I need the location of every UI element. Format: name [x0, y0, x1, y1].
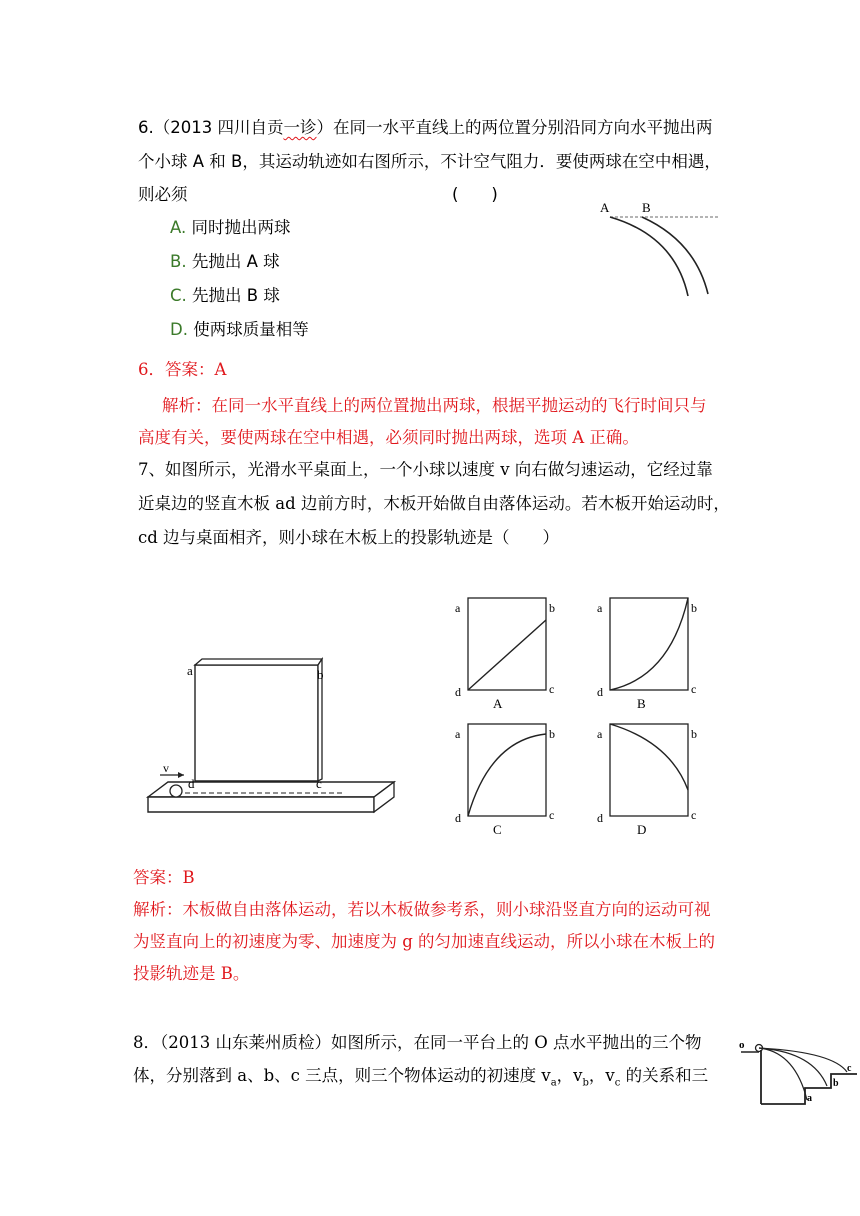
- svg-text:b: b: [691, 601, 697, 615]
- q6-line1: [138, 118, 712, 138]
- q6-answer-paren: ( ): [452, 185, 498, 204]
- q8-label-c: c: [847, 1063, 852, 1074]
- svg-text:c: c: [691, 808, 697, 822]
- board-label-b: b: [317, 667, 324, 682]
- svg-text:a: a: [597, 601, 603, 615]
- q7-line3: cd 边与桌面相齐，则小球在木板上的投影轨迹是（ ）: [138, 528, 560, 547]
- q6-trajectory-a: [610, 217, 688, 296]
- q6-fig-label-a: A: [600, 200, 610, 215]
- q6-line2: 个小球 A 和 B，其运动轨迹如右图所示，不计空气阻力．要使两球在空中相遇，: [138, 152, 721, 171]
- velocity-label: v: [163, 761, 169, 775]
- graph-a-frame: [468, 598, 546, 690]
- a6-explanation-line2: 高度有关，要使两球在空中相遇，必须同时抛出两球，选项 A 正确。: [138, 428, 639, 447]
- board-label-c: c: [316, 776, 322, 791]
- q8-label-o: o: [739, 1039, 745, 1051]
- board-label-a: a: [187, 663, 193, 678]
- graph-c-frame: [468, 724, 546, 816]
- graph-a-curve: [468, 620, 546, 690]
- svg-text:d: d: [455, 685, 461, 699]
- svg-text:c: c: [691, 682, 697, 696]
- svg-text:c: c: [549, 808, 555, 822]
- svg-text:b: b: [549, 601, 555, 615]
- svg-text:b: b: [549, 727, 555, 741]
- q6-option-c: C. 先抛出 B 球: [170, 286, 280, 305]
- q8-label-a: a: [807, 1093, 812, 1104]
- a7-answer: 答案：B: [133, 868, 195, 887]
- graph-option-b: [597, 598, 697, 711]
- svg-text:b: b: [691, 727, 697, 741]
- graph-b-frame: [610, 598, 688, 690]
- table-front-face: [148, 797, 374, 812]
- graph-option-d: [597, 724, 697, 837]
- a7-explanation-line1: 解析：木板做自由落体运动，若以木板做参考系，则小球沿竖直方向的运动可视: [133, 900, 711, 919]
- q8-trajectory-a: [759, 1048, 807, 1100]
- q6-line1-part3: ）在同一水平直线上的两位置分别沿同方向水平抛出两: [316, 118, 713, 137]
- ball: [170, 785, 182, 797]
- q6-fig-label-b: B: [642, 200, 651, 215]
- graph-option-a: [455, 598, 555, 711]
- q6-line1-underlined: 一诊: [283, 118, 317, 137]
- q6-line1-part1: 6.（2013 四川自贡: [138, 118, 284, 137]
- graph-c-curve: [468, 734, 546, 816]
- q6-line3: 则必须: [138, 185, 188, 204]
- graph-d-curve: [610, 724, 688, 790]
- svg-text:d: d: [455, 811, 461, 825]
- svg-text:a: a: [455, 727, 461, 741]
- graph-b-curve: [610, 598, 688, 690]
- a7-explanation-line2: 为竖直向上的初速度为零、加速度为 g 的匀加速直线运动，所以小球在木板上的: [133, 932, 716, 951]
- q6-option-b: B. 先抛出 A 球: [170, 252, 280, 271]
- board-top-face: [195, 659, 322, 665]
- board-front-face: [195, 665, 318, 781]
- graph-d-frame: [610, 724, 688, 816]
- svg-text:c: c: [549, 682, 555, 696]
- svg-text:a: a: [455, 601, 461, 615]
- q6-option-d: D. 使两球质量相等: [170, 320, 309, 339]
- a6-answer: 6．答案：A: [138, 360, 227, 379]
- q8-platform-figure: [735, 1030, 860, 1110]
- q7-option-graphs: [450, 592, 720, 842]
- q6-trajectory-figure: [590, 196, 730, 300]
- q6-option-a: A. 同时抛出两球: [170, 218, 291, 237]
- a6-explanation-line1: 解析：在同一水平直线上的两位置抛出两球，根据平抛运动的飞行时间只与: [162, 396, 707, 415]
- q6-trajectory-b: [642, 217, 708, 294]
- q8-line1: 8．（2013 山东莱州质检）如图所示，在同一平台上的 O 点水平抛出的三个物: [133, 1033, 702, 1052]
- q8-label-b: b: [833, 1078, 839, 1089]
- graph-c-label: C: [493, 822, 502, 837]
- svg-text:d: d: [597, 685, 603, 699]
- table-top-face: [148, 782, 394, 797]
- graph-option-c: [455, 724, 555, 837]
- q8-line2: 体，分别落到 a、b、c 三点，则三个物体运动的初速度 $v_a$，$v_b$，$v_c$ 的关系和三: [133, 1066, 709, 1089]
- a7-explanation-line3: 投影轨迹是 B。: [133, 964, 250, 983]
- graph-a-label: A: [493, 696, 503, 711]
- q7-board-table-figure: [140, 655, 400, 815]
- graph-b-label: B: [637, 696, 646, 711]
- velocity-arrowhead: [178, 772, 184, 778]
- svg-text:d: d: [597, 811, 603, 825]
- svg-text:a: a: [597, 727, 603, 741]
- q7-line2: 近桌边的竖直木板 ad 边前方时，木板开始做自由落体运动。若木板开始运动时，: [138, 494, 730, 513]
- board-label-d: d: [188, 776, 195, 791]
- q7-line1: 7、如图所示，光滑水平桌面上，一个小球以速度 v 向右做匀速运动，它经过靠: [138, 460, 713, 479]
- graph-d-label: D: [637, 822, 647, 837]
